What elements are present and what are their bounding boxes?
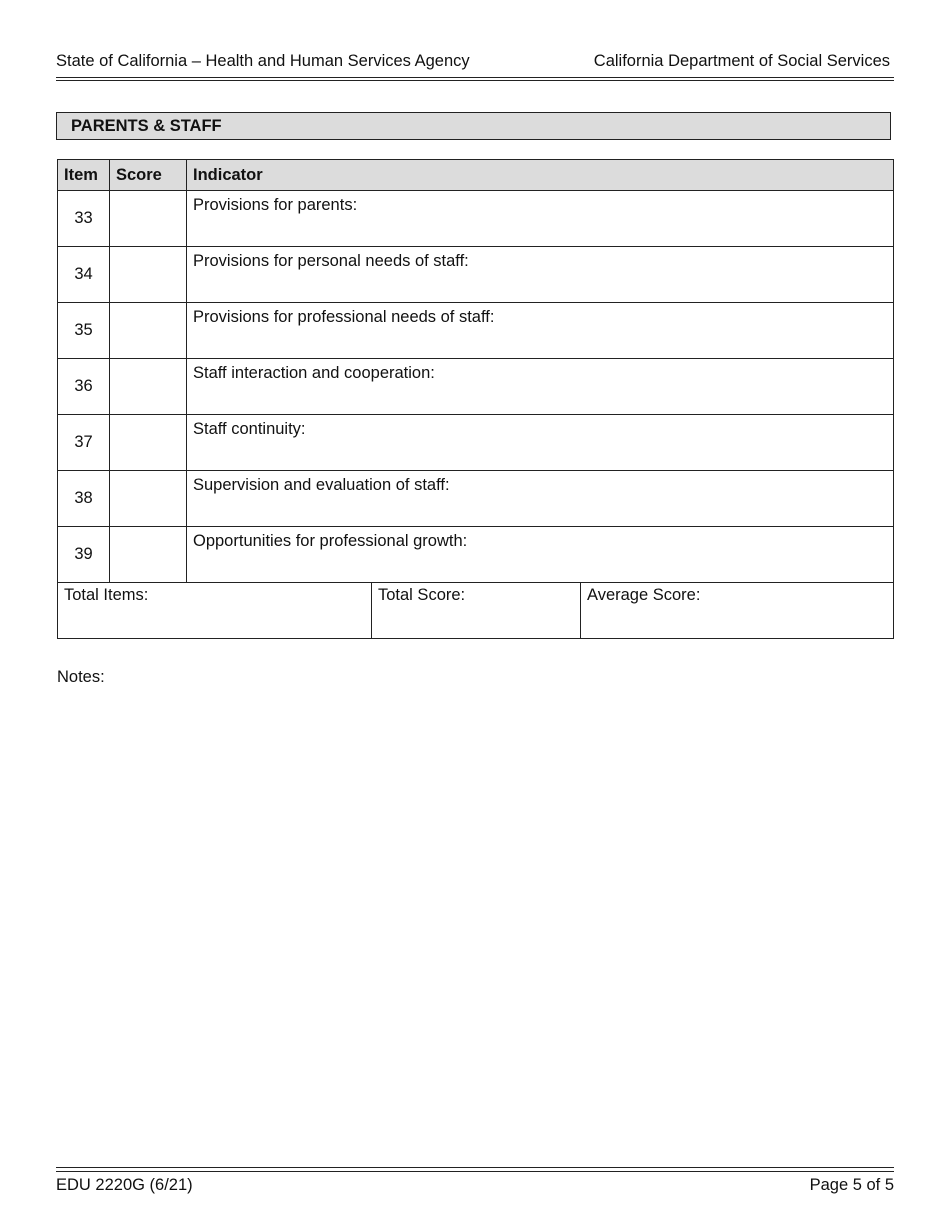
score-table <box>57 159 894 583</box>
column-header-item: Item <box>58 160 110 191</box>
column-header-score: Score <box>110 160 187 191</box>
indicator-cell[interactable]: Staff continuity: <box>187 415 894 471</box>
indicator-cell[interactable]: Provisions for personal needs of staff: <box>187 247 894 303</box>
table-row <box>58 303 894 359</box>
item-number: 33 <box>58 191 110 247</box>
page-number: Page 5 of 5 <box>809 1176 894 1194</box>
table-row <box>58 527 894 583</box>
table-row <box>58 415 894 471</box>
header-rule-bottom <box>56 80 894 81</box>
score-cell[interactable] <box>110 359 187 415</box>
item-number: 36 <box>58 359 110 415</box>
item-number: 39 <box>58 527 110 583</box>
score-cell[interactable] <box>110 247 187 303</box>
header-rule-top <box>56 77 894 78</box>
score-cell[interactable] <box>110 415 187 471</box>
section-title: PARENTS & STAFF <box>56 112 891 140</box>
average-score-field[interactable]: Average Score: <box>581 582 894 638</box>
item-number: 34 <box>58 247 110 303</box>
item-number: 35 <box>58 303 110 359</box>
score-cell[interactable] <box>110 303 187 359</box>
total-score-field[interactable]: Total Score: <box>372 582 581 638</box>
page-header <box>56 52 890 74</box>
indicator-cell[interactable]: Supervision and evaluation of staff: <box>187 471 894 527</box>
indicator-cell[interactable]: Provisions for parents: <box>187 191 894 247</box>
item-number: 37 <box>58 415 110 471</box>
table-row <box>58 359 894 415</box>
footer-rule-bottom <box>56 1171 894 1172</box>
department-name: California Department of Social Services <box>593 52 890 70</box>
totals-row <box>58 582 894 638</box>
total-items-field[interactable]: Total Items: <box>58 582 372 638</box>
indicator-cell[interactable]: Staff interaction and cooperation: <box>187 359 894 415</box>
score-cell[interactable] <box>110 191 187 247</box>
score-cell[interactable] <box>110 527 187 583</box>
table-row <box>58 191 894 247</box>
footer-rule-top <box>56 1167 894 1168</box>
item-number: 38 <box>58 471 110 527</box>
score-cell[interactable] <box>110 471 187 527</box>
indicator-cell[interactable]: Provisions for professional needs of staff: <box>187 303 894 359</box>
table-row <box>58 247 894 303</box>
totals-table <box>57 582 894 639</box>
column-header-indicator: Indicator <box>187 160 894 191</box>
table-row <box>58 471 894 527</box>
form-id: EDU 2220G (6/21) <box>56 1176 193 1194</box>
notes-label: Notes: <box>57 668 105 686</box>
agency-name: State of California – Health and Human Services Agency <box>56 52 470 70</box>
table-header-row <box>58 160 894 191</box>
indicator-cell[interactable]: Opportunities for professional growth: <box>187 527 894 583</box>
